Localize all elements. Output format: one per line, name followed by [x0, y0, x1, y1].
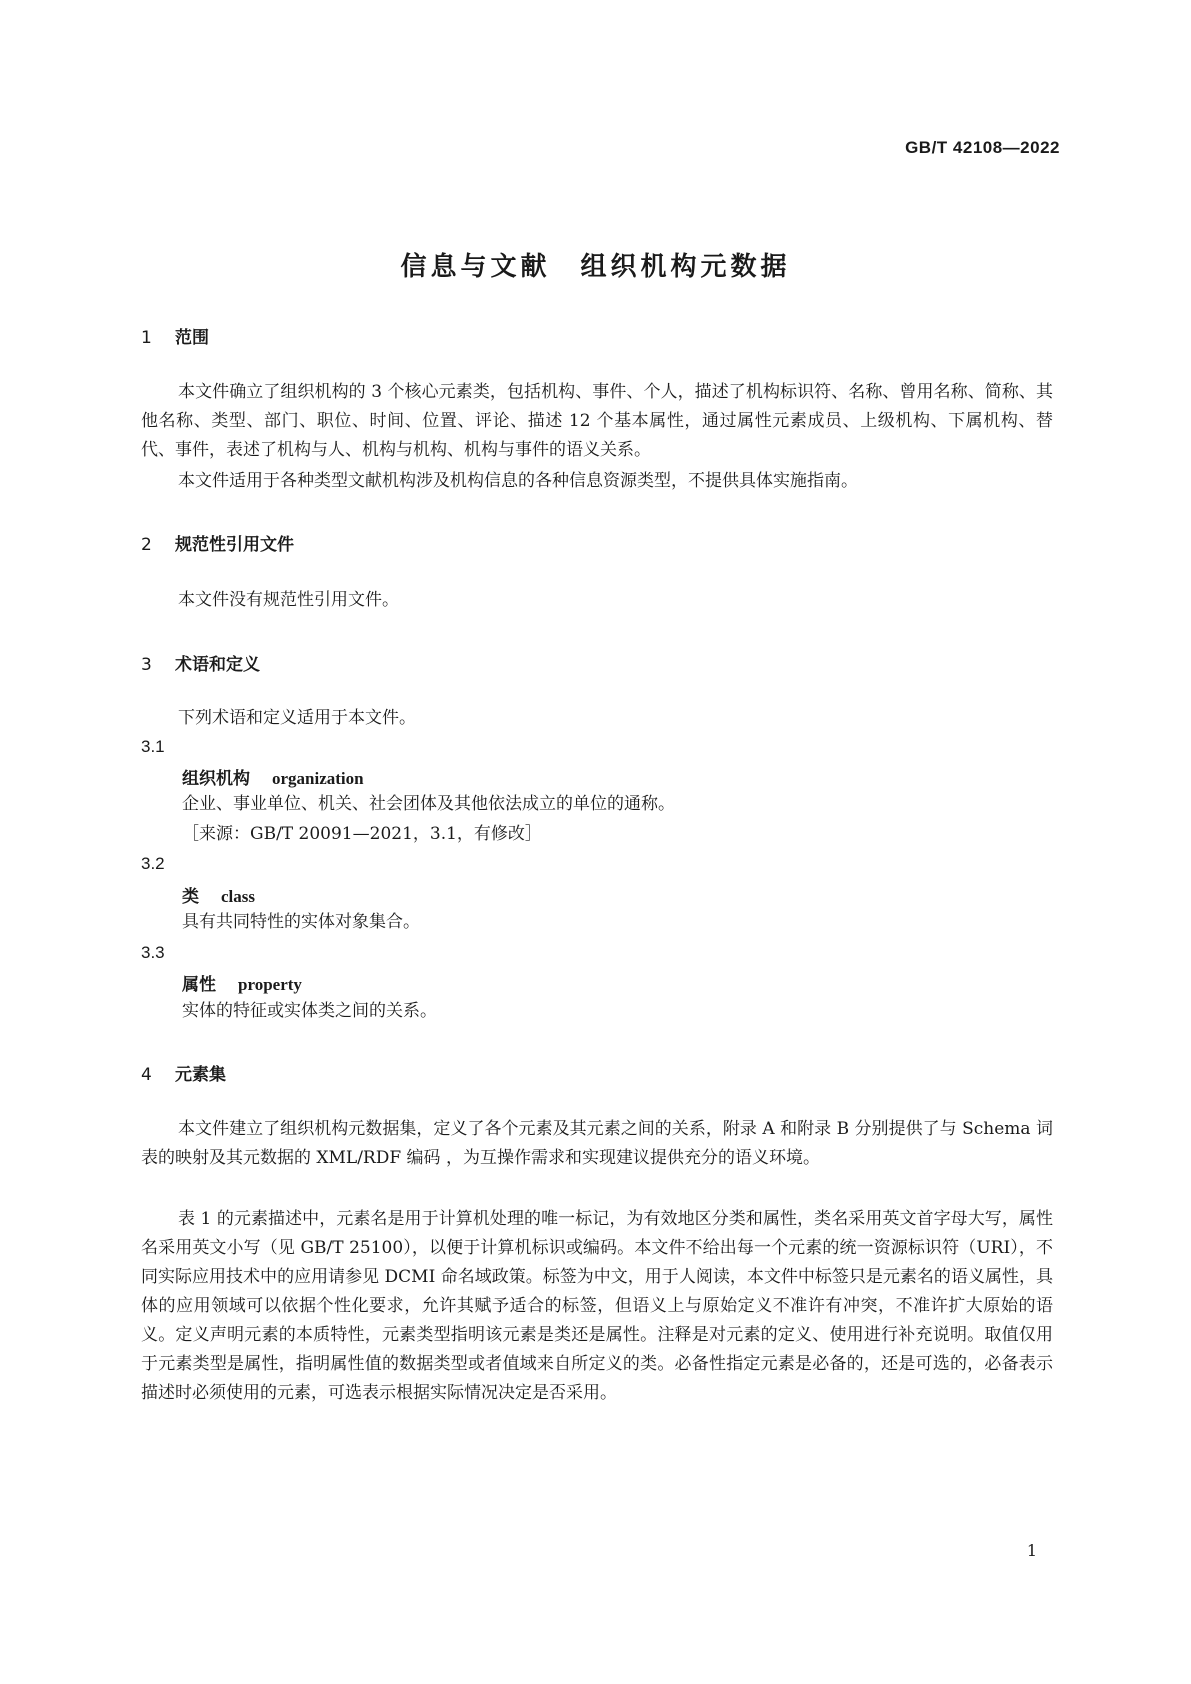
term-heading [182, 764, 364, 789]
term-heading [182, 882, 255, 907]
section-4-paragraph-2: 表 1 的元素描述中，元素名是用于计算机处理的唯一标记，为有效地区分类和属性，类名采用英文首字母大写，属性名采用英文小写（见 GB/T 25100），以便于计算机标识或编码。本文件不给出每一个元素的统一资源标识符（URI），不同实际应用技术中的应用请参见 DCMI 命名域政策。标签为中文，用于人阅读，本文件中标签只是元素名的语义属性，具体的应用领域可以依据个性化要求，允许其赋予适合的标签，但语义上与原始定义不准许有冲突，不准许扩大原始的语义。定义声明元素的本质特性，元素类型指明该元素是类还是属性。注释是对元素的定义、使用进行补充说明。取值仅用于元素类型是属性，指明属性值的数据类型或者值域来自所定义的类。必备性指定元素是必备的，还是可选的，必备表示描述时必须使用的元素，可选表示根据实际情况决定是否采用。 [141, 1209, 1053, 1403]
term-chinese: 类 [182, 887, 199, 907]
term-number: 3.1 [141, 737, 165, 756]
term-definition: 具有共同特性的实体对象集合。 [182, 912, 420, 932]
section-title: 元素集 [175, 1065, 226, 1085]
section-1-paragraph-2: 本文件适用于各种类型文献机构涉及机构信息的各种信息资源类型，不提供具体实施指南。 [178, 471, 858, 491]
section-3-heading [141, 650, 260, 675]
term-chinese: 属性 [182, 975, 216, 995]
section-4-paragraph-1: 本文件建立了组织机构元数据集，定义了各个元素及其元素之间的关系，附录 A 和附录 B 分别提供了与 Schema 词表的映射及其元数据的 XML/RDF 编码 ，为互操作需求和实现建议提供充分的语义环境。 [141, 1119, 1053, 1168]
section-2-heading [141, 530, 294, 555]
page-title: 信息与文献 组织机构元数据 [400, 252, 791, 282]
section-number: 4 [141, 1065, 152, 1085]
term-chinese: 组织机构 [182, 769, 250, 789]
term-english: class [221, 887, 255, 906]
section-4-heading [141, 1060, 226, 1085]
section-title: 术语和定义 [175, 655, 260, 675]
term-definition: 实体的特征或实体类之间的关系。 [182, 1001, 437, 1021]
term-english: property [238, 975, 302, 994]
section-3-intro: 下列术语和定义适用于本文件。 [178, 708, 416, 728]
term-heading [182, 970, 302, 995]
page-number: 1 [1026, 1541, 1037, 1560]
term-number: 3.3 [141, 943, 165, 962]
document-number: GB/T 42108—2022 [905, 138, 1060, 157]
section-1-heading [141, 323, 209, 348]
section-number: 3 [141, 655, 152, 675]
section-number: 1 [141, 328, 152, 348]
term-definition: 企业、事业单位、机关、社会团体及其他依法成立的单位的通称。 [182, 794, 675, 814]
section-title: 规范性引用文件 [175, 535, 294, 555]
term-english: organization [272, 769, 364, 788]
term-number: 3.2 [141, 854, 165, 873]
section-2-paragraph-1: 本文件没有规范性引用文件。 [178, 590, 399, 610]
section-number: 2 [141, 535, 152, 555]
section-1-paragraph-1: 本文件确立了组织机构的 3 个核心元素类，包括机构、事件、个人，描述了机构标识符、名称、曾用名称、简称、其他名称、类型、部门、职位、时间、位置、评论、描述 12 个基本属性，通过属性元素成员、上级机构、下属机构、替代、事件，表述了机构与人、机构与机构、机构与事件的语义关系。 [141, 382, 1053, 460]
term-source: ［来源：GB/T 20091—2021，3.1，有修改］ [182, 824, 542, 844]
section-title: 范围 [175, 328, 209, 348]
